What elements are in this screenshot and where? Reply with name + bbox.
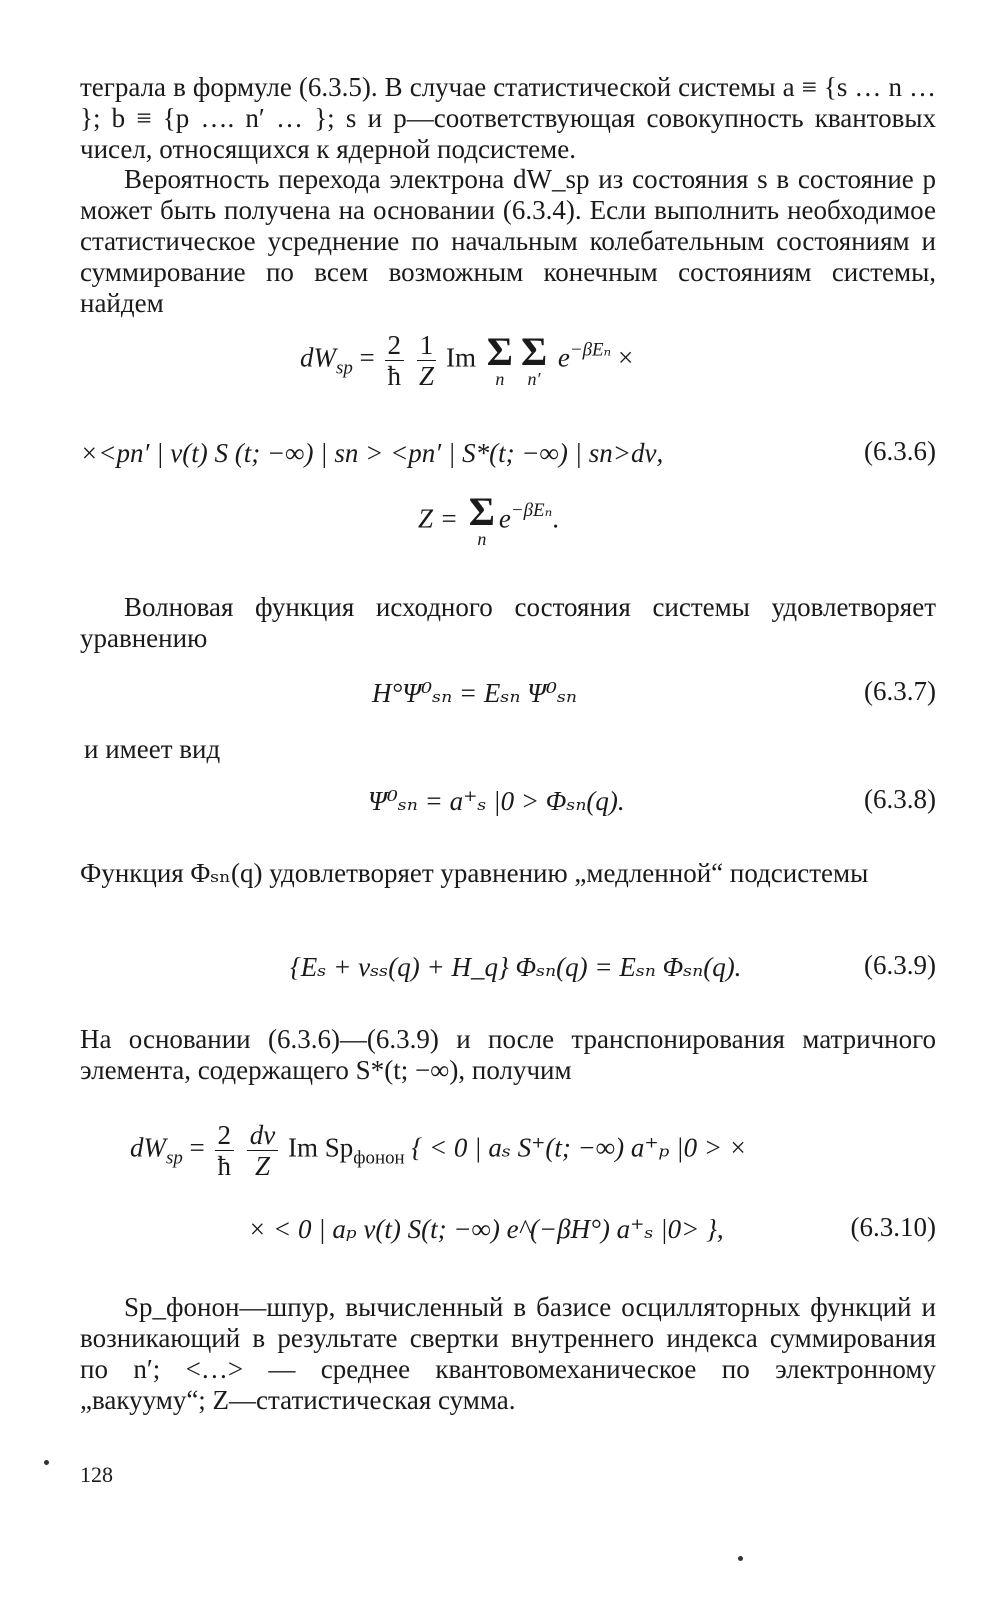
speck-mark [738, 1556, 743, 1561]
frac-num: dν [247, 1120, 278, 1151]
im-sp: Im Sp [288, 1132, 354, 1163]
paragraph-4: и имеет вид [84, 734, 221, 764]
page-number: 128 [80, 1462, 113, 1487]
im-operator: Im [446, 342, 477, 373]
sum-index: n′ [527, 368, 541, 389]
equation-6-3-10-line-2: × < 0 | aₚ v(t) S(t; −∞) e^(−βH°) a⁺ₛ |0> }, [248, 1214, 724, 1244]
equation-number-6-3-7: (6.3.7) [864, 676, 936, 706]
exp-sup: −βEₙ [569, 339, 612, 361]
period: . [552, 503, 559, 534]
z-lhs: Z = [418, 503, 465, 534]
sp-sub: фонон [353, 1147, 405, 1169]
eq-lhs: dW [130, 1132, 166, 1163]
equation-6-3-6-line-2: ×<pn′ | v(t) S (t; −∞) | sn > <pn′ | S*(t; −∞) | sn>dν, [80, 438, 664, 468]
frac-den: ħ [387, 361, 402, 391]
frac-den: Z [419, 361, 435, 391]
paragraph-3: Волновая функция исходного состояния системы удовлетворяет уравнению [80, 592, 936, 653]
fraction-1-z [417, 330, 437, 391]
equation-6-3-10-line-1 [130, 1120, 747, 1181]
paragraph-6: На основании (6.3.6)—(6.3.9) и после транспонирования матричного элемента, содержащего S*(t; −∞), получим [80, 1024, 936, 1085]
eq-equals: = [182, 1132, 212, 1163]
eq-lhs: dW [300, 342, 336, 373]
equation-6-3-6-line-1 [300, 330, 633, 391]
exp-base: e [557, 342, 570, 373]
frac-num: 1 [417, 330, 437, 361]
equation-number-6-3-10: (6.3.10) [850, 1212, 936, 1242]
paragraph-2: Вероятность перехода электрона dW_sp из состояния s в состояние p может быть получена на основании (6.3.4). Если выполнить необходимое статистическое усреднение по начальным колебательным состояниям и суммирование по всем возможным конечным состояниям системы, найдем [80, 164, 936, 318]
fraction-2-hbar [385, 330, 405, 391]
equation-number-6-3-6: (6.3.6) [864, 436, 936, 466]
fraction-dnu-z [247, 1120, 278, 1181]
sum-n-prime: Σ n′ [520, 328, 548, 389]
sum-n: Σ n [468, 489, 495, 550]
equation-partition-function [418, 489, 559, 550]
equation-6-3-7: H°Ψ⁰ₛₙ = Eₛₙ Ψ⁰ₛₙ [372, 678, 577, 708]
equation-number-6-3-9: (6.3.9) [864, 950, 936, 980]
eq-lhs-sub: sp [336, 357, 353, 379]
sum-index: n [477, 529, 487, 550]
equation-6-3-9: {Eₛ + vₛₛ(q) + H_q} Φₛₙ(q) = Eₛₙ Φₛₙ(q). [290, 952, 742, 982]
frac-den: Z [255, 1151, 271, 1181]
equation-6-3-8: Ψ⁰ₛₙ = a⁺ₛ |0 > Φₛₙ(q). [368, 786, 625, 816]
frac-num: 2 [385, 330, 405, 361]
sum-n: Σ n [486, 328, 513, 389]
speck-mark [44, 1460, 49, 1465]
frac-num: 2 [215, 1120, 235, 1151]
eq-lhs-sub: sp [166, 1147, 183, 1169]
paragraph-7: Sp_фонон—шпур, вычисленный в базисе осцилляторных функций и возникающий в результате свертки внутреннего индекса суммирования по n′; <…> — среднее квантовомеханическое по электронному „вакууму“; Z—статистическая сумма. [80, 1292, 936, 1415]
frac-den: ħ [217, 1151, 232, 1181]
sum-index: n [495, 368, 505, 389]
equation-number-6-3-8: (6.3.8) [864, 784, 936, 814]
eq-equals: = [352, 342, 382, 373]
eq-tail: { < 0 | aₛ S⁺(t; −∞) a⁺ₚ |0 > × [404, 1132, 748, 1163]
times-sign: × [617, 342, 634, 373]
paragraph-5: Функция Φₛₙ(q) удовлетворяет уравнению „медленной“ подсистемы [80, 858, 869, 888]
paragraph-1: теграла в формуле (6.3.5). В случае статистической системы a ≡ {s … n … }; b ≡ {p …. n′ … }; s и p—соответствующая совокупность квантовых чисел, относящихся к ядерной подсистеме. [80, 72, 936, 164]
exp-base: e [498, 503, 511, 534]
exp-sup: −βEₙ [510, 500, 553, 521]
fraction-2-hbar [215, 1120, 235, 1181]
